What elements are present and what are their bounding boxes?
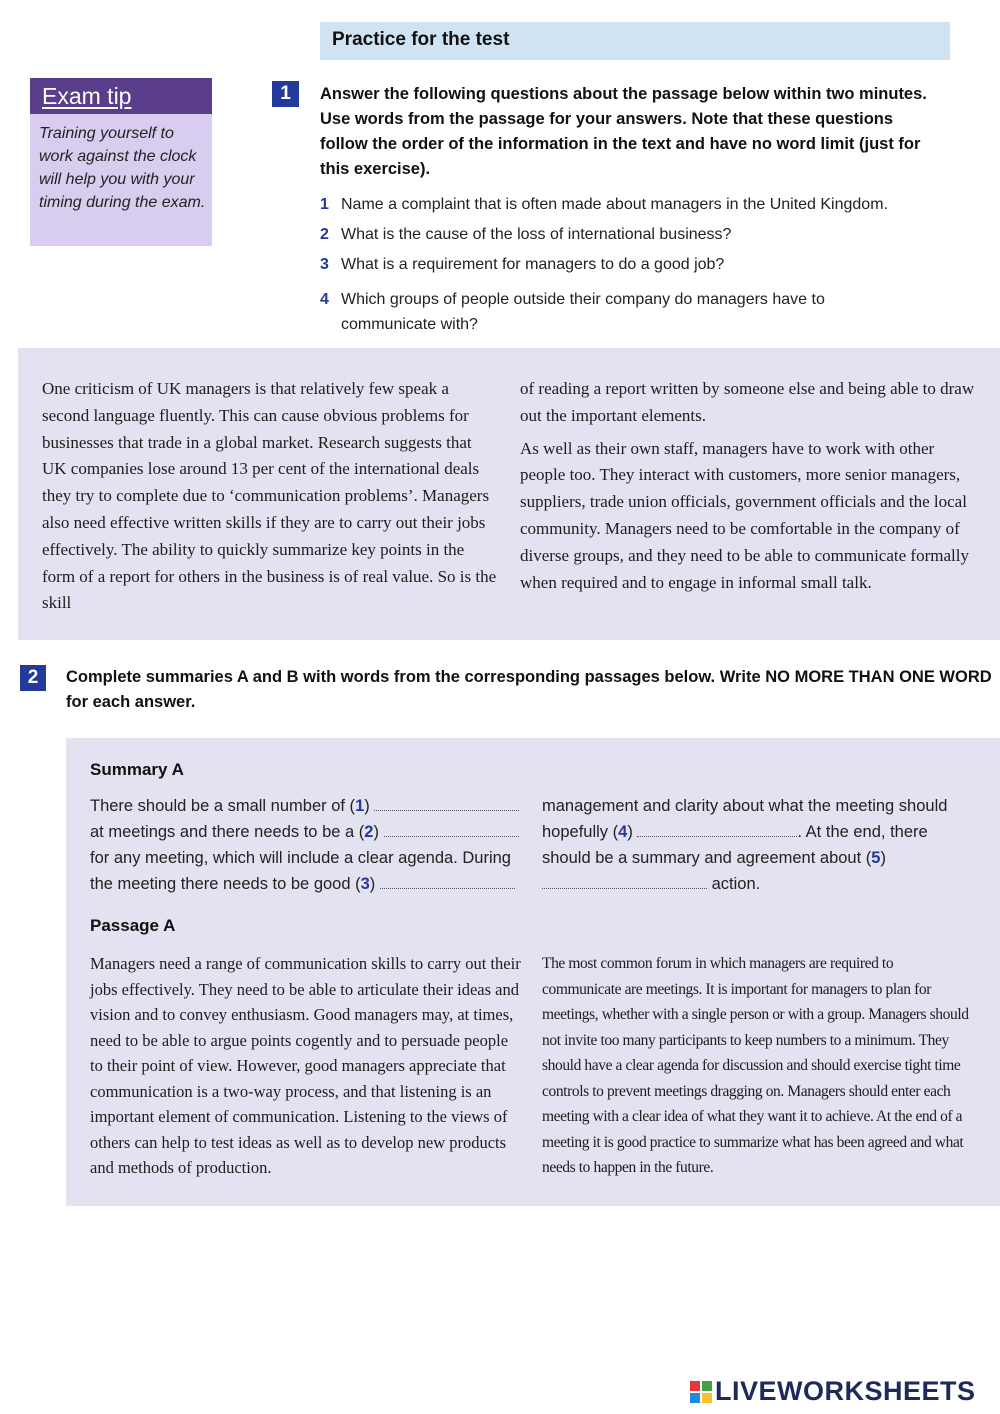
gap-number-4: 4 xyxy=(618,823,628,841)
passage-1-paragraph: One criticism of UK managers is that relatively few speak a second language fluently. This can cause obvious problems for businesses that trade in a global market. Research suggests that UK companies lose around 13 per cent of the international deals they try to complete due to ‘communication problems’. Managers also need effective written skills if they are to carry out their jobs effectively. The ability to quickly summarize key points in the form of a report for others in the business is of real value. So is the skill xyxy=(42,379,497,613)
question-text: What is the cause of the loss of international business? xyxy=(341,226,732,243)
logo-mark-icon xyxy=(690,1381,712,1403)
passage-1-column-right xyxy=(520,376,976,596)
exercise-2-number: 2 xyxy=(20,665,46,691)
section-title: Practice for the test xyxy=(332,29,510,50)
exercise-1-number: 1 xyxy=(272,81,299,107)
liveworksheets-logo xyxy=(690,1376,976,1408)
exercise-2-instructions: Complete summaries A and B with words from the corresponding passages below. Write NO MORE THAN ONE WORD for each answer. xyxy=(66,668,992,711)
summary-title: Summary A xyxy=(90,760,184,779)
exercise-1-instructions: Answer the following questions about the passage below within two minutes. Use words from the passage for your answers. Note that these questions follow the order of the information in the text and have no word limit (just for this exercise). xyxy=(320,85,927,178)
question-number: 4 xyxy=(320,291,329,308)
gap-number-5: 5 xyxy=(871,849,881,867)
summary-text: ) xyxy=(627,823,633,841)
exam-tip-box xyxy=(30,114,212,246)
passage-a-paragraph: The most common forum in which managers are required to communicate are meetings. It is important for managers to plan for meetings, whether with a single person or with a group. Managers should not invite too many participants to keep numbers to a minimum. They should have a clear agenda for discussion and should exercise tight time controls to prevent meetings dragging on. Managers should enter each meeting with a clear idea of what they want it to achieve. At the end of a meeting it is good practice to summarize what has been agreed and what needs to happen in the future. xyxy=(542,955,969,1176)
summary-text: for any meeting, which will include a clear agenda. During the meeting there needs to be good ( xyxy=(90,849,511,893)
summary-text: There should be a small number of ( xyxy=(90,797,356,815)
passage-a-paragraph: Managers need a range of communication skills to carry out their jobs effectively. They need to be able to articulate their ideas and vision and to convey enthusiasm. Good managers may, at times, need to be able to argue points cogently and to persuade people to their point of view. However, good managers appreciate that communication is a two-way process, and that listening is an important element of communication. Listening to the views of others can help to test ideas as well as to develop new products and methods of production. xyxy=(90,954,521,1177)
question-item xyxy=(320,226,940,244)
summary-text: management and clarity about what the meeting should hopefully ( xyxy=(542,797,948,841)
section-header xyxy=(320,22,950,60)
question-item xyxy=(320,256,940,274)
answer-gap-2[interactable] xyxy=(384,822,519,837)
summary-text: action. xyxy=(711,875,761,893)
exam-tip-header xyxy=(30,78,212,114)
answer-gap-3[interactable] xyxy=(380,874,515,889)
answer-gap-1[interactable] xyxy=(374,796,519,811)
question-item xyxy=(320,196,940,214)
question-item xyxy=(320,287,870,337)
passage-1-paragraph: of reading a report written by someone else and being able to draw out the important elements. xyxy=(520,379,975,425)
exam-tip-title: Exam tip xyxy=(42,83,132,109)
passage-1-column-left xyxy=(42,376,500,617)
summary-text: ) xyxy=(880,849,886,867)
question-text: Which groups of people outside their company do managers have to communicate with? xyxy=(341,291,825,333)
passage-1-paragraph: As well as their own staff, managers have to work with other people too. They interact with customers, more senior managers, suppliers, trade union officials, government officials and the local community. Managers need to be comfortable in the company of diverse groups, and they need to be able to communicate formally when required and to engage in informal small talk. xyxy=(520,438,969,592)
summary-column-right xyxy=(542,793,962,897)
answer-gap-4[interactable] xyxy=(637,822,797,837)
passage-title: Passage A xyxy=(90,916,176,935)
question-number: 2 xyxy=(320,226,329,243)
question-text: Name a complaint that is often made about managers in the United Kingdom. xyxy=(341,196,888,213)
question-number: 1 xyxy=(320,196,329,213)
exam-tip-text: Training yourself to work against the clock will help you with your timing during the exam. xyxy=(39,125,206,211)
summary-column-left xyxy=(90,793,530,897)
logo-text: LIVEWORKSHEETS xyxy=(715,1376,976,1406)
question-text: What is a requirement for managers to do a good job? xyxy=(341,256,725,273)
passage-a-column-left xyxy=(90,951,522,1181)
question-number: 3 xyxy=(320,256,329,273)
gap-number-2: 2 xyxy=(364,823,374,841)
summary-text: ) xyxy=(364,797,370,815)
answer-gap-5[interactable] xyxy=(542,874,707,889)
gap-number-3: 3 xyxy=(360,875,370,893)
gap-number-1: 1 xyxy=(355,797,365,815)
passage-a-column-right xyxy=(542,951,974,1181)
summary-text: . At the end, there should be a summary and agreement about ( xyxy=(542,823,928,867)
summary-text: at meetings and there needs to be a ( xyxy=(90,823,365,841)
summary-text: ) xyxy=(373,823,379,841)
summary-text: ) xyxy=(369,875,376,893)
